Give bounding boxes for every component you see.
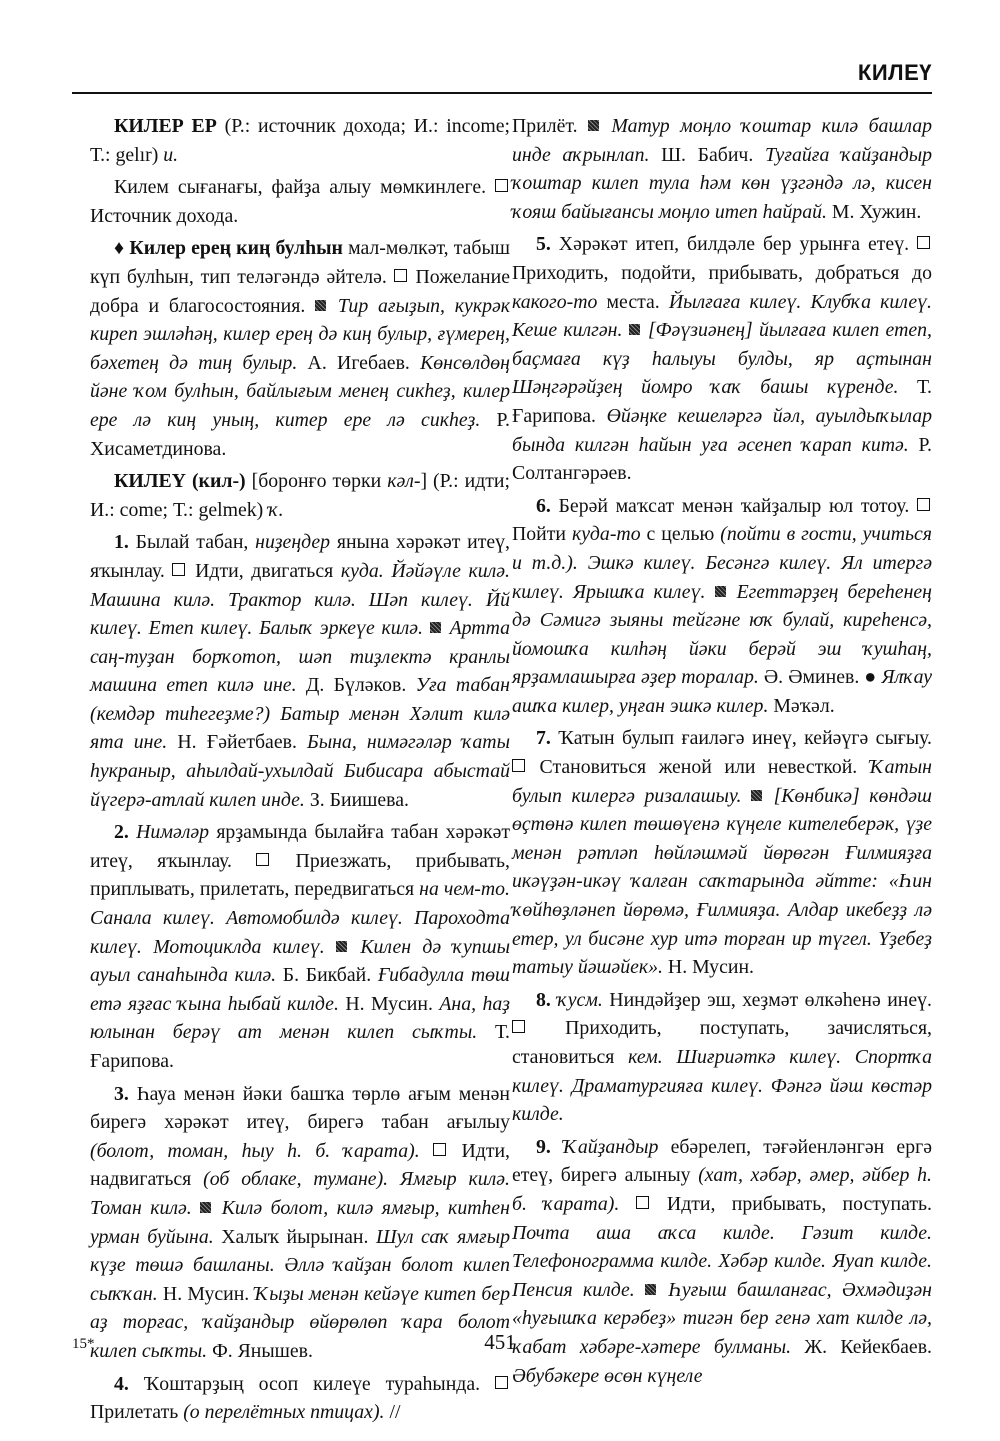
translation-box-icon — [917, 498, 930, 511]
bold-text: 5. — [536, 233, 551, 256]
paragraph — [512, 112, 932, 226]
text-segment: Т. Ғарипова. — [90, 1021, 511, 1072]
text-segment: Ниндәйҙер эш, хеҙмәт өлкәһенә инеү. — [602, 988, 932, 1011]
bold-text: 2. — [114, 821, 129, 844]
italic-text: Ялҡау ашҡа килер, уңған эшкә килер. — [512, 666, 932, 717]
text-segment: Пойти — [512, 523, 572, 546]
text-segment — [619, 1193, 635, 1215]
text-segment: // — [384, 1401, 401, 1424]
text-segment: Былай табан, — [128, 531, 256, 554]
italic-text: Бына, нимәгәләр ҡаты һукраныр, аһылдай-ухылдай Бибисара абыстай йүгерә-атлай килеп инде. — [90, 731, 510, 811]
bold-text: 6. — [536, 494, 551, 517]
bold-text: 4. — [114, 1372, 129, 1395]
text-segment: (Р.: источник дохода; И.: income; Т.: gelır) — [90, 115, 511, 166]
text-segment: Идти, двигаться — [187, 559, 341, 582]
left-column — [90, 112, 510, 1431]
translation-box-icon — [495, 1376, 508, 1389]
bold-text: 9. — [536, 1135, 551, 1158]
italic-text: куда. Йәйәүле килә. Машина килә. Трактор килә. Шәп килеү. Йй килеү. Етеп килеү. Балыҡ эркеүе килә. — [90, 559, 510, 640]
translation-box-icon — [917, 236, 930, 249]
text-segment: Р. Солтангәрәев. — [512, 433, 932, 485]
italic-text: на чем-то. Санала килеү. Автомобилдә килеү. Пароходта килеү. Мотоциклда килеү. — [90, 878, 510, 958]
text-segment: Приходить, поступать, зачисляться, становиться — [512, 1017, 932, 1068]
italic-text: Почта аша аҡса килде. Гәзит килде. Телефонограмма килде. Хәбәр килде. Яуап килде. Пенсия килде. — [512, 1221, 932, 1301]
text-segment: янына хәрәкәт итеү, яҡынлау. — [90, 531, 511, 582]
paragraph — [90, 234, 510, 463]
translation-box-icon — [495, 179, 508, 192]
italic-text: Ҡыҙы менән кейәүе китеп бер аҙ торғас, ҡайҙандыр өйөрөлөп ҡара болот килеп сыҡты. — [90, 1282, 511, 1362]
italic-text: ҡусм. — [557, 988, 603, 1011]
bold-text: 8. — [536, 988, 551, 1011]
translation-box-icon — [512, 759, 525, 772]
text-segment: Идти, прибывать, поступать. — [650, 1192, 932, 1215]
text-segment: М. Хужин. — [826, 200, 922, 223]
text-segment: Прилетать — [90, 1401, 184, 1424]
text-segment: Б. Бикбай. — [276, 964, 378, 987]
italic-text: куда-то — [571, 523, 641, 546]
text-segment: Ф. Янышев. — [207, 1339, 313, 1362]
running-header — [72, 58, 932, 94]
text-segment: Ж. Кейекбаев. — [791, 1335, 932, 1358]
italic-text: Әбубәкере өсөн күңеле — [512, 1364, 703, 1387]
page-number: 451 — [484, 1330, 516, 1354]
example-square-icon — [430, 622, 441, 633]
italic-text: Туғайға ҡайҙандыр ҡоштар килеп тула һәм көн үҙгәндә лә, кисен ҡояш байығансы моңло итеп һайрай. — [512, 143, 933, 223]
text-segment: места. — [597, 290, 669, 313]
example-square-icon — [315, 300, 326, 311]
text-segment: [боронғо төрки — [245, 470, 388, 493]
bold-text: ♦ Килер ерең киң булһын — [114, 237, 343, 260]
italic-text: (об облаке, тумане). Ямғыр килә. Томан килә. — [90, 1168, 510, 1219]
text-segment: Н. Мусин. — [662, 956, 754, 979]
italic-text: Егеттәрҙең береһенең дә Сәмигә зыяны тейгәне юҡ булай, киреһенсә, йомошҡа килһәң йәки берәй эш ҡушһаң, ярҙамлашырға әҙер торалар. — [512, 580, 932, 689]
text-segment — [705, 581, 714, 603]
text-segment: Ш. Бабич. — [649, 143, 765, 166]
italic-text: какого-то — [512, 290, 598, 313]
text-segment — [741, 785, 751, 807]
example-square-icon — [645, 1284, 656, 1295]
italic-text: Килен дә ҡупшы ауыл санаһында килә. — [90, 935, 510, 987]
italic-text: (хат, хәбәр, әмер, әйбер һ. б. ҡарата). — [512, 1164, 932, 1215]
italic-text: [Фәүзиәнең] йылғаға килеп етеп, баҫмаға күҙ һалыуы булды, яр аҫтынан Шәңгәрәйҙең йомро ҡаҡ башы күренде. — [512, 319, 932, 399]
text-segment: Ҡатын булып ғаиләгә инеү, кейәүгә сығыу. — [550, 727, 932, 750]
text-segment: Источник дохода. — [90, 204, 239, 227]
italic-text: Йылғаға килеү. Клубҡа килеү. Кеше килгән. — [512, 290, 932, 342]
paragraph — [512, 492, 932, 721]
italic-text: Һуғыш башланғас, Әхмәдиҙән «һуғышҡа керәбеҙ» тигән бер генә хат килде лә, ҡабат хәбәре-хәтере булманы. — [512, 1278, 932, 1358]
translation-box-icon — [256, 853, 269, 866]
paragraph — [90, 173, 510, 230]
italic-text: Шул саҡ ямғыр күҙе төшә башланы. Әллә ҡайҙан болот килеп сыҡҡан. — [90, 1225, 511, 1305]
text-segment — [635, 1279, 645, 1301]
text-segment: З. Биишева. — [304, 788, 409, 811]
text-segment — [325, 936, 336, 958]
italic-text: кем. Шиғриәткә килеү. Спортҡа килеү. Драматургияға килеү. Фәнгә йәш көстәр килде. — [512, 1046, 932, 1126]
text-segment: мал-мөлкәт, табыш күп булһын, тип теләгәндә әйтелә. — [90, 237, 510, 288]
example-square-icon — [588, 120, 599, 131]
paragraph — [90, 1080, 510, 1366]
italic-text: Көнсөлдөң йәне ҡом булһын, байлығым менең сикһеҙ, килер ере лә киң уның, китер ере лә сикһеҙ. — [90, 351, 510, 431]
paragraph — [90, 467, 510, 524]
example-square-icon — [629, 324, 640, 335]
italic-text: Өйәңке кешеләргә йәл, ауылдыҡылар бында килгән һайын уға әсенеп ҡарап китә. — [512, 404, 932, 456]
text-segment: Һауа менән йәки башҡа төрлө ағым менән бирегә хәрәкәт итеү, бирегә табан ағылыу — [90, 1082, 510, 1134]
text-segment: Идти, надвигаться — [90, 1139, 510, 1191]
italic-text: Матур моңло ҡоштар килә башлар инде аҡрынлап. — [512, 115, 932, 166]
text-segment: Н. Мусин. — [338, 992, 440, 1015]
italic-text: кәл- — [387, 470, 421, 493]
italic-text: Ҡатын булып килергә ризалашыу. — [512, 756, 932, 807]
text-segment: Килем сығанағы, файҙа алыу мөмкинлеге. — [114, 176, 495, 199]
italic-text: Тир ағыҙып, кукрәк киреп эшләһәң, килер ерең дә киң булыр, ғүмерең, бәхетең дә тиң булыр. — [90, 294, 510, 374]
italic-text: Ҡайҙандыр — [563, 1135, 659, 1158]
translation-box-icon — [172, 563, 185, 576]
text-segment — [423, 617, 430, 639]
text-segment: Н. Мусин. — [157, 1282, 255, 1305]
text-segment: Д. Бүләков. — [296, 674, 416, 697]
text-segment: Хәрәкәт итеп, билдәле бер урынға етеү. — [550, 233, 917, 256]
paragraph — [90, 528, 510, 814]
paragraph — [512, 230, 932, 487]
text-segment: Н. Ғәйетбаев. — [167, 731, 308, 754]
text-segment: ярҙамында былайға табан хәрәкәт итеү, яҡынлау. — [90, 821, 510, 872]
paragraph — [90, 112, 510, 169]
paragraph — [512, 986, 932, 1129]
bold-text: 7. — [536, 727, 551, 750]
text-segment: А. Игебаев. — [297, 351, 421, 374]
italic-text: ниҙеңдер — [255, 531, 331, 554]
paragraph — [512, 724, 932, 981]
text-segment — [420, 1140, 433, 1162]
italic-text: (пойти в гости, учиться и т.д.). Эшкә килеү. Бесәнгә килеү. Ял итергә килеү. Ярышҡа килеү. — [512, 523, 932, 603]
text-segment: Приезжать, прибывать, приплывать, прилетать, передвигаться — [90, 849, 510, 901]
example-square-icon — [751, 790, 762, 801]
text-segment: Т. Ғарипова. — [512, 376, 932, 427]
paragraph — [90, 818, 510, 1075]
translation-box-icon — [512, 1020, 525, 1033]
italic-text: Килә болот, килә ямғыр, китһен урман буйына. — [90, 1196, 510, 1248]
italic-text: Нимәләр — [136, 821, 210, 844]
text-segment: Мәҡәл. — [768, 694, 835, 717]
italic-text: Артта саң-туҙан борҡотоп, шәп тиҙлектә кранлы машина етеп килә ине. — [90, 617, 510, 697]
text-segment: с целью — [640, 523, 721, 546]
text-segment: Ҡоштарҙың осоп килеүе тураһында. — [128, 1372, 495, 1395]
translation-box-icon — [394, 269, 407, 282]
text-segment — [551, 1136, 563, 1158]
running-head-word: КИЛЕҮ — [857, 60, 932, 85]
example-square-icon — [200, 1202, 211, 1213]
italic-text: (болот, томан, һыу һ. б. ҡарата). — [90, 1139, 420, 1162]
example-square-icon — [715, 586, 726, 597]
bold-text: 3. — [114, 1082, 129, 1105]
text-segment: Берәй маҡсат менән ҡайҙалыр юл тотоу. — [550, 494, 917, 517]
text-segment: Пожелание добра и благосостояния. — [90, 265, 510, 317]
example-square-icon — [336, 941, 347, 952]
signature-mark: 15* — [72, 1336, 95, 1352]
italic-text: Ғибадулла төш етә яҙғас ҡына һыбай килде. — [90, 964, 510, 1015]
text-segment: ] (Р.: идти; И.: come; Т.: gelmek) — [90, 470, 510, 521]
italic-text: Ана, һаҙ юлынан берәү ат менән килеп сыҡты. — [90, 992, 510, 1044]
paragraph — [90, 1370, 510, 1427]
text-segment — [192, 1197, 201, 1219]
italic-text: (о перелётных птицах). — [183, 1401, 385, 1424]
bold-text: КИЛЕР ЕР — [114, 115, 217, 137]
italic-text: u. — [163, 143, 179, 166]
bold-text: 1. — [114, 531, 129, 554]
translation-box-icon — [636, 1196, 649, 1209]
italic-text: Уға табан (кемдәр тиһегеҙме?) Батыр менән Хәлит килә ята ине. — [90, 674, 510, 754]
text-segment: Р. Хисаметдинова. — [90, 408, 511, 460]
text-segment: Халыҡ йырынан. — [213, 1225, 377, 1248]
text-segment: Приходить, подойти, прибывать, добраться до — [512, 261, 932, 284]
text-segment: Ә. Әминев. ● — [758, 666, 882, 689]
italic-text: [Көнбикә] көндәш өҫтөнә килеп төшөүенә күңеле кителеберәк, үҙе менән рәтләп һөйләшмәй йөрөгән Ғилмияҙға икәүҙән-икәү ҡалған саҡтарында әйтте: «Һин ҡөйһөҙләнеп йөрөмә, Ғилмияҙа. Алдар икебеҙҙ лә етер, ул бисәне хур итә торған ир түгел. Үҙебеҙ татыу йәшәйек». — [512, 784, 932, 979]
translation-box-icon — [433, 1143, 446, 1156]
text-segment: ебәрелеп, тәғәйенләнгән ергә етеү, бирегә алыныу — [512, 1135, 932, 1187]
right-column — [512, 112, 932, 1394]
text-segment: Прилёт. — [512, 115, 588, 137]
text-segment: Становиться женой или невесткой. — [527, 756, 870, 779]
bold-text: КИЛЕҮ (кил-) — [114, 470, 246, 493]
italic-text: ҡ. — [268, 498, 284, 521]
